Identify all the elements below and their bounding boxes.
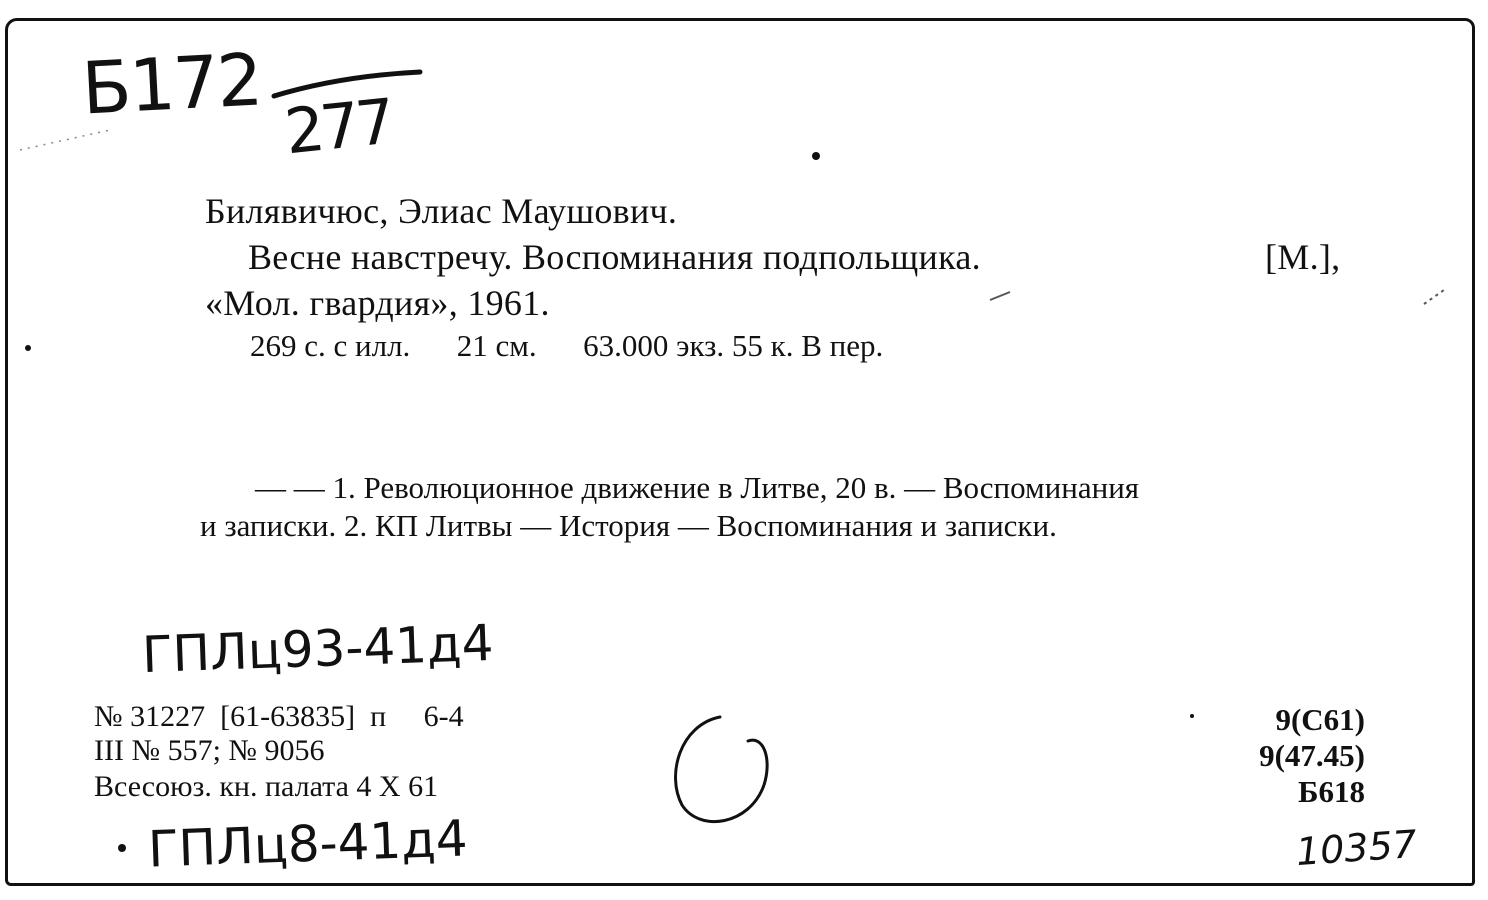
inventory-number: 10357 bbox=[1294, 821, 1419, 875]
shelf-mark-2: ГПЛц8-41д4 bbox=[147, 809, 469, 879]
subject-line-1: — — 1. Революционное движение в Литве, 20 в. — Воспоминания bbox=[255, 470, 1140, 505]
hand-drawn-circle bbox=[660, 705, 800, 835]
classification-1: 9(С61) bbox=[1275, 702, 1365, 737]
publisher-line: «Мол. гвардия», 1961. bbox=[205, 283, 550, 323]
call-number-top: Б172 bbox=[79, 37, 263, 131]
classification-2: 9(47.45) bbox=[1259, 738, 1365, 773]
title-line: Весне навстречу. Воспоминания подпольщика. bbox=[248, 237, 981, 277]
author-heading: Билявичюс, Элиас Маушович. bbox=[205, 191, 678, 231]
footer-line-2: III № 557; № 9056 bbox=[94, 734, 325, 767]
shelf-mark-1: ГПЛц93-41д4 bbox=[141, 613, 495, 685]
footer-line-1: № 31227 [61-63835] п 6-4 bbox=[94, 700, 464, 733]
subject-line-2: и записки. 2. КП Литвы — История — Воспоминания и записки. bbox=[200, 508, 1057, 543]
publication-place: [М.], bbox=[1265, 237, 1341, 277]
physical-description: 269 с. с илл. 21 см. 63.000 экз. 55 к. В пер. bbox=[250, 328, 884, 363]
classification-3: Б618 bbox=[1298, 774, 1365, 809]
footer-line-3: Всесоюз. кн. палата 4 X 61 bbox=[94, 770, 439, 803]
call-number-bottom: 277 bbox=[281, 84, 395, 169]
